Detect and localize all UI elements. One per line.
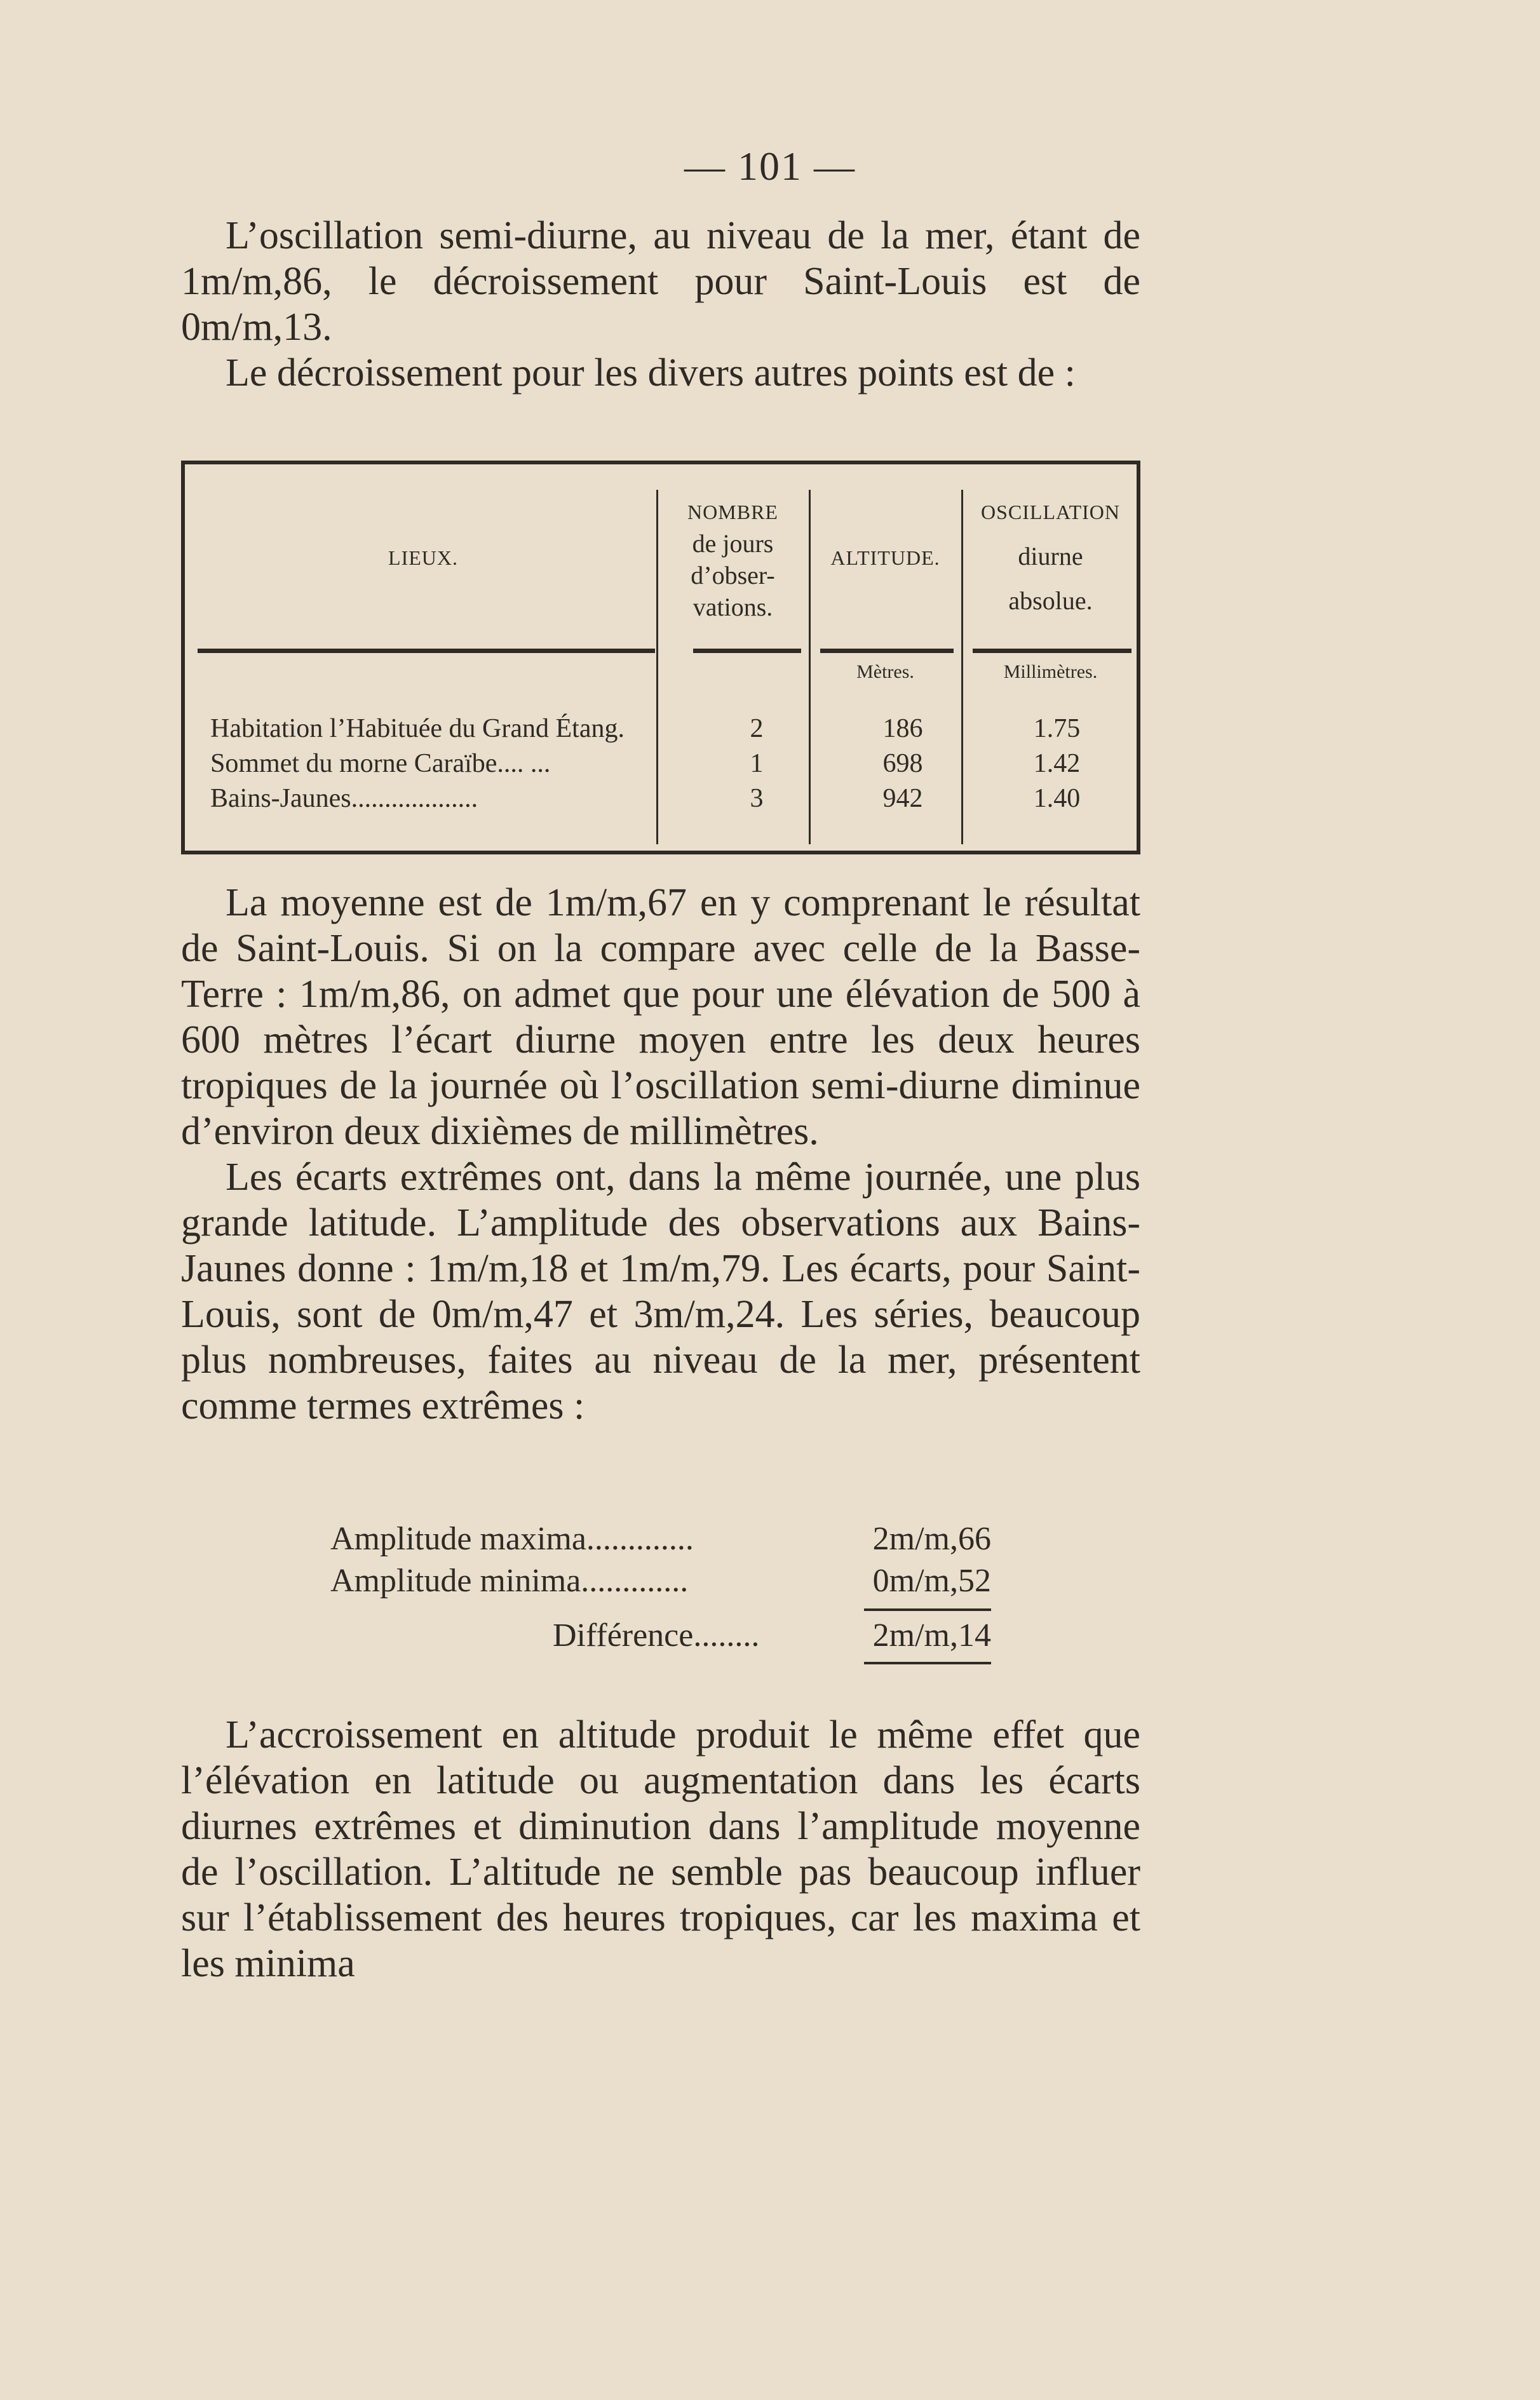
paragraph-decroissement: Le décroissement pour les divers autres points est de : bbox=[226, 351, 1076, 394]
cell-lieu: Sommet du morne Caraïbe.... ... bbox=[210, 749, 551, 778]
table-row bbox=[210, 783, 1125, 821]
body-text bbox=[181, 880, 1140, 1429]
total-rule bbox=[864, 1662, 991, 1664]
header-nombre: NOMBRE de jours d’obser- vations. bbox=[687, 501, 778, 621]
header-rule bbox=[693, 649, 801, 653]
amplitude-min-label: Amplitude minima............. bbox=[330, 1563, 689, 1599]
cell-oscillation: 1.75 bbox=[1033, 714, 1081, 743]
unit-altitude: Mètres. bbox=[856, 661, 914, 682]
cell-oscillation: 1.40 bbox=[1033, 784, 1081, 813]
header-lieux: LIEUX. bbox=[388, 546, 458, 569]
header-oscillation: OSCILLATION diurne absolue. bbox=[981, 501, 1120, 615]
paragraph-moyenne: La moyenne est de 1m/m,67 en y comprenant le résultat de Saint-Louis. Si on la compare avec celle de la Basse-Terre : 1m/m,86, on admet que pour une élévation de 500 à 600 mètres l’écart diurne moyen entre les deux heures tropiques de la journée où l’oscillation semi-diurne diminue d’environ deux dixièmes de millimètres. bbox=[181, 881, 1140, 1153]
paragraph-oscillation: L’oscillation semi-diurne, au niveau de la mer, étant de 1m/m,86, le décroissement pour Saint-Louis est de 0m/m,13. bbox=[181, 214, 1140, 349]
cell-altitude: 186 bbox=[882, 714, 923, 743]
paragraph-accroissement: L’accroissement en altitude produit le même effet que l’élévation en latitude ou augmentation dans les écarts diurnes extrêmes et diminution dans l’amplitude moyenne de l’oscillation. L’altitude ne semble pas beaucoup influer sur l’établissement des heures tropiques, car les maxima et les minima bbox=[181, 1713, 1140, 1985]
sum-rule bbox=[864, 1608, 991, 1611]
data-table bbox=[181, 461, 1140, 854]
paragraph-ecarts: Les écarts extrêmes ont, dans la même journée, une plus grande latitude. L’amplitude des observations aux Bains-Jaunes donne : 1m/m,18 et 1m/m,79. Les écarts, pour Saint-Louis, sont de 0m/m,47 et 3m/m,24. Les séries, beaucoup plus nombreuses, faites au niveau de la mer, présentent comme termes extrêmes : bbox=[181, 1156, 1140, 1427]
cell-oscillation: 1.42 bbox=[1033, 749, 1081, 778]
cell-jours: 3 bbox=[750, 784, 764, 813]
cell-jours: 2 bbox=[750, 714, 764, 743]
difference-row bbox=[330, 1615, 991, 1657]
cell-altitude: 942 bbox=[882, 784, 923, 813]
amplitude-min-row bbox=[330, 1560, 991, 1602]
table-row bbox=[210, 748, 1125, 786]
page-number: — 101 — bbox=[684, 144, 856, 189]
cell-altitude: 698 bbox=[882, 749, 923, 778]
header-rule bbox=[820, 649, 954, 653]
difference-label: Différence........ bbox=[553, 1617, 760, 1654]
closing-text bbox=[181, 1712, 1140, 1986]
table-row bbox=[210, 713, 1125, 752]
amplitude-max-value: 2m/m,66 bbox=[872, 1521, 991, 1557]
header-altitude: ALTITUDE. bbox=[830, 546, 940, 569]
cell-lieu: Bains-Jaunes................... bbox=[210, 784, 478, 813]
cell-lieu: Habitation l’Habituée du Grand Étang. bbox=[210, 714, 625, 743]
unit-oscillation: Millimètres. bbox=[1003, 661, 1098, 682]
amplitude-summary bbox=[330, 1518, 991, 1657]
header-rule bbox=[973, 649, 1131, 653]
amplitude-max-row bbox=[330, 1518, 991, 1560]
amplitude-max-label: Amplitude maxima............. bbox=[330, 1521, 694, 1557]
cell-jours: 1 bbox=[750, 749, 764, 778]
header-rule bbox=[198, 649, 655, 653]
intro-text bbox=[181, 213, 1140, 396]
difference-value: 2m/m,14 bbox=[872, 1617, 991, 1654]
amplitude-min-value: 0m/m,52 bbox=[872, 1563, 991, 1599]
